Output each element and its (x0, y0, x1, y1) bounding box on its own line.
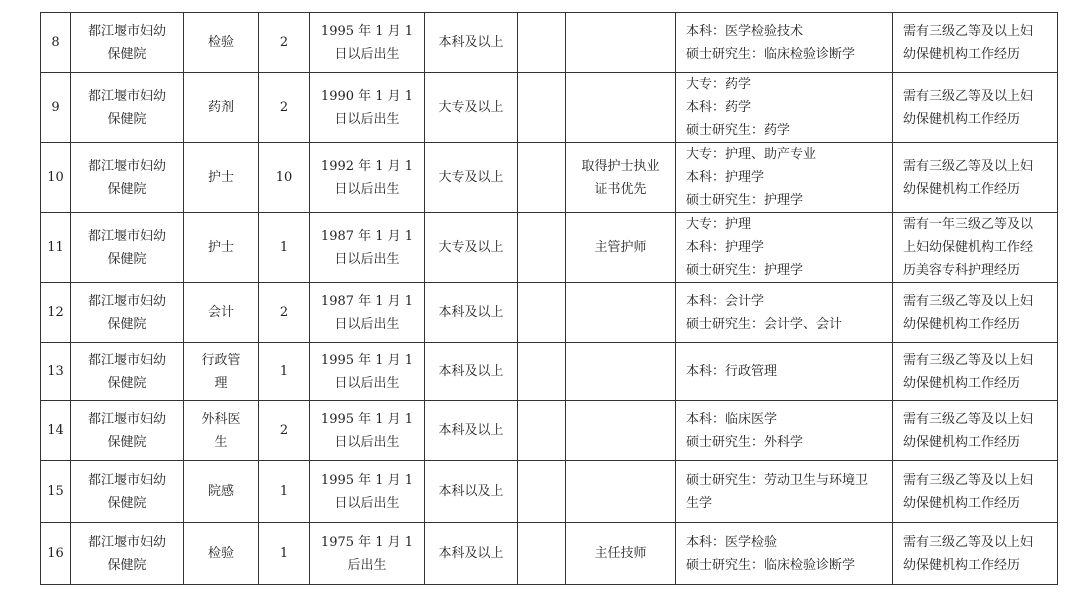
cell-majors-line: 本科：会计学 (686, 293, 765, 309)
cell-birth-requirement-line: 日以后出生 (334, 46, 400, 62)
cell-position (184, 13, 259, 73)
cell-majors (676, 73, 893, 143)
cell-employer (71, 523, 184, 585)
cell-other-requirements-line: 上妇幼保健机构工作经 (903, 240, 1034, 255)
cell-birth-requirement-line: 后出生 (347, 557, 387, 573)
cell-other-requirements (893, 73, 1058, 143)
table-row (41, 13, 1058, 73)
cell-other-requirements-line: 需有三级乙等及以上妇 (903, 158, 1034, 174)
cell-qualification (566, 283, 676, 343)
cell-majors-line: 硕士研究生：外科学 (686, 434, 804, 450)
cell-majors-line: 硕士研究生：会计学、会计 (686, 316, 843, 332)
cell-employer-line: 都江堰市妇幼 (87, 23, 166, 39)
cell-other-requirements-line: 幼保健机构工作经历 (903, 46, 1021, 62)
cell-position (184, 523, 259, 585)
cell-count: 10 (259, 143, 310, 213)
cell-majors (676, 461, 893, 523)
cell-position-line: 检验 (207, 546, 234, 561)
cell-birth-requirement (310, 73, 425, 143)
cell-blank (518, 343, 566, 401)
cell-count: 1 (259, 343, 310, 401)
cell-education: 大专及以上 (425, 143, 518, 213)
cell-majors-line: 生学 (686, 495, 713, 511)
cell-employer-line: 保健院 (107, 251, 147, 267)
cell-qualification (566, 13, 676, 73)
cell-birth-requirement-line: 1995 年 1 月 1 (320, 352, 414, 368)
cell-qualification-line: 取得护士执业 (581, 158, 660, 174)
cell-birth-requirement-line: 日以后出生 (334, 111, 400, 127)
cell-blank (518, 523, 566, 585)
cell-majors (676, 401, 893, 461)
cell-number: 11 (41, 213, 71, 283)
table-body (41, 13, 1058, 585)
cell-majors (676, 343, 893, 401)
cell-birth-requirement-line: 1990 年 1 月 1 (320, 88, 414, 104)
cell-position-line: 外科医 (201, 411, 241, 427)
cell-birth-requirement (310, 343, 425, 401)
cell-other-requirements-line: 需有三级乙等及以上妇 (903, 411, 1034, 427)
cell-employer-line: 保健院 (107, 111, 147, 127)
cell-majors-line: 大专：药学 (686, 77, 752, 92)
cell-employer-line: 都江堰市妇幼 (87, 534, 166, 550)
cell-qualification-line: 主任技师 (594, 546, 647, 561)
cell-employer-line: 保健院 (107, 316, 147, 332)
cell-majors-line: 大专：护理、助产专业 (686, 147, 817, 162)
cell-count: 2 (259, 73, 310, 143)
cell-qualification-line: 证书优先 (594, 181, 647, 197)
cell-other-requirements-line: 需有三级乙等及以上妇 (903, 534, 1034, 550)
cell-employer-line: 都江堰市妇幼 (87, 228, 166, 244)
cell-other-requirements-line: 幼保健机构工作经历 (903, 316, 1021, 332)
cell-employer-line: 保健院 (107, 46, 147, 62)
cell-other-requirements-line: 需有三级乙等及以上妇 (903, 352, 1034, 368)
cell-qualification (566, 523, 676, 585)
cell-position-line: 院感 (207, 484, 234, 499)
cell-position (184, 461, 259, 523)
cell-qualification (566, 143, 676, 213)
cell-number: 10 (41, 143, 71, 213)
cell-education: 本科及以上 (425, 283, 518, 343)
cell-position (184, 343, 259, 401)
cell-position-line: 生 (214, 434, 228, 450)
cell-employer-line: 保健院 (107, 557, 147, 573)
cell-blank (518, 73, 566, 143)
cell-qualification (566, 213, 676, 283)
cell-birth-requirement-line: 日以后出生 (334, 251, 400, 267)
cell-count: 2 (259, 13, 310, 73)
cell-blank (518, 13, 566, 73)
cell-employer-line: 都江堰市妇幼 (87, 293, 166, 309)
table-row (41, 523, 1058, 585)
cell-majors (676, 13, 893, 73)
cell-birth-requirement-line: 日以后出生 (334, 375, 400, 391)
table-row (41, 283, 1058, 343)
cell-majors (676, 143, 893, 213)
table-row (41, 401, 1058, 461)
cell-birth-requirement (310, 13, 425, 73)
cell-birth-requirement-line: 1987 年 1 月 1 (320, 228, 414, 244)
cell-other-requirements-line: 幼保健机构工作经历 (903, 434, 1021, 450)
cell-birth-requirement-line: 日以后出生 (334, 181, 400, 197)
cell-employer (71, 343, 184, 401)
cell-other-requirements (893, 213, 1058, 283)
cell-position-line: 护士 (207, 170, 234, 185)
cell-employer (71, 13, 184, 73)
cell-other-requirements (893, 461, 1058, 523)
cell-count: 1 (259, 523, 310, 585)
cell-employer-line: 保健院 (107, 375, 147, 391)
table-row (41, 143, 1058, 213)
cell-other-requirements-line: 历美容专科护理经历 (903, 263, 1021, 278)
cell-blank (518, 213, 566, 283)
cell-blank (518, 283, 566, 343)
cell-number: 15 (41, 461, 71, 523)
cell-majors-line: 硕士研究生：药学 (686, 123, 791, 138)
cell-number: 16 (41, 523, 71, 585)
cell-position-line: 行政管 (201, 352, 241, 368)
cell-majors-line: 本科：行政管理 (686, 364, 778, 379)
cell-birth-requirement (310, 283, 425, 343)
cell-birth-requirement-line: 1992 年 1 月 1 (320, 158, 414, 174)
cell-other-requirements-line: 幼保健机构工作经历 (903, 495, 1021, 511)
cell-position-line: 检验 (207, 35, 234, 50)
cell-majors-line: 硕士研究生：临床检验诊断学 (686, 557, 856, 573)
cell-qualification (566, 461, 676, 523)
cell-majors (676, 283, 893, 343)
cell-majors-line: 硕士研究生：临床检验诊断学 (686, 46, 856, 62)
cell-birth-requirement (310, 461, 425, 523)
cell-birth-requirement-line: 1995 年 1 月 1 (320, 23, 414, 39)
cell-other-requirements-line: 需有一年三级乙等及以 (903, 217, 1034, 232)
cell-employer (71, 213, 184, 283)
cell-number: 9 (41, 73, 71, 143)
cell-majors-line: 大专：护理 (686, 217, 752, 232)
cell-blank (518, 143, 566, 213)
cell-birth-requirement (310, 523, 425, 585)
cell-employer-line: 保健院 (107, 495, 147, 511)
cell-majors-line: 本科：医学检验 (686, 534, 778, 550)
cell-qualification (566, 73, 676, 143)
cell-position-line: 护士 (207, 240, 234, 255)
cell-number: 12 (41, 283, 71, 343)
cell-employer-line: 都江堰市妇幼 (87, 411, 166, 427)
cell-employer-line: 都江堰市妇幼 (87, 158, 166, 174)
cell-birth-requirement-line: 日以后出生 (334, 434, 400, 450)
cell-other-requirements-line: 需有三级乙等及以上妇 (903, 23, 1034, 39)
cell-employer (71, 283, 184, 343)
cell-other-requirements (893, 343, 1058, 401)
cell-other-requirements-line: 幼保健机构工作经历 (903, 557, 1021, 573)
cell-count: 1 (259, 213, 310, 283)
cell-majors-line: 本科：医学检验技术 (686, 23, 804, 39)
cell-education: 本科及以上 (425, 401, 518, 461)
cell-majors (676, 213, 893, 283)
cell-education: 大专及以上 (425, 73, 518, 143)
cell-qualification (566, 401, 676, 461)
cell-birth-requirement-line: 日以后出生 (334, 316, 400, 332)
cell-birth-requirement-line: 1995 年 1 月 1 (320, 472, 414, 488)
cell-position (184, 143, 259, 213)
cell-employer-line: 都江堰市妇幼 (87, 472, 166, 488)
table-row (41, 461, 1058, 523)
cell-blank (518, 461, 566, 523)
cell-birth-requirement (310, 143, 425, 213)
cell-other-requirements-line: 需有三级乙等及以上妇 (903, 88, 1034, 104)
cell-majors-line: 硕士研究生：劳动卫生与环境卫 (686, 472, 869, 488)
cell-qualification (566, 343, 676, 401)
recruitment-table (40, 12, 1058, 585)
cell-employer-line: 都江堰市妇幼 (87, 88, 166, 104)
cell-education: 大专及以上 (425, 213, 518, 283)
cell-majors (676, 523, 893, 585)
cell-other-requirements (893, 283, 1058, 343)
cell-blank (518, 401, 566, 461)
cell-education: 本科及以上 (425, 13, 518, 73)
cell-employer (71, 461, 184, 523)
cell-other-requirements (893, 143, 1058, 213)
cell-position (184, 401, 259, 461)
cell-majors-line: 硕士研究生：护理学 (686, 263, 804, 278)
cell-other-requirements (893, 401, 1058, 461)
cell-position (184, 213, 259, 283)
cell-other-requirements-line: 需有三级乙等及以上妇 (903, 472, 1034, 488)
table-row (41, 73, 1058, 143)
cell-number: 8 (41, 13, 71, 73)
cell-birth-requirement (310, 401, 425, 461)
cell-position (184, 283, 259, 343)
cell-education: 本科及以上 (425, 523, 518, 585)
cell-other-requirements (893, 523, 1058, 585)
cell-employer (71, 73, 184, 143)
cell-number: 13 (41, 343, 71, 401)
cell-employer-line: 都江堰市妇幼 (87, 352, 166, 368)
cell-majors-line: 本科：护理学 (686, 170, 765, 185)
cell-other-requirements (893, 13, 1058, 73)
cell-birth-requirement-line: 日以后出生 (334, 495, 400, 511)
cell-other-requirements-line: 幼保健机构工作经历 (903, 181, 1021, 197)
cell-position-line: 理 (214, 375, 228, 391)
cell-count: 2 (259, 283, 310, 343)
cell-other-requirements-line: 幼保健机构工作经历 (903, 375, 1021, 391)
cell-birth-requirement-line: 1975 年 1 月 1 (320, 534, 414, 550)
cell-majors-line: 硕士研究生：护理学 (686, 193, 804, 208)
cell-position-line: 药剂 (207, 100, 234, 115)
cell-majors-line: 本科：药学 (686, 100, 752, 115)
cell-qualification-line: 主管护师 (594, 240, 647, 255)
cell-birth-requirement (310, 213, 425, 283)
cell-birth-requirement-line: 1987 年 1 月 1 (320, 293, 414, 309)
cell-position-line: 会计 (207, 305, 234, 320)
cell-employer-line: 保健院 (107, 434, 147, 450)
table-row (41, 213, 1058, 283)
cell-position (184, 73, 259, 143)
cell-number: 14 (41, 401, 71, 461)
cell-employer-line: 保健院 (107, 181, 147, 197)
cell-count: 1 (259, 461, 310, 523)
cell-employer (71, 401, 184, 461)
cell-majors-line: 本科：护理学 (686, 240, 765, 255)
cell-education: 本科以及上 (425, 461, 518, 523)
cell-employer (71, 143, 184, 213)
cell-majors-line: 本科：临床医学 (686, 411, 778, 427)
cell-other-requirements-line: 幼保健机构工作经历 (903, 111, 1021, 127)
cell-birth-requirement-line: 1995 年 1 月 1 (320, 411, 414, 427)
cell-education: 本科及以上 (425, 343, 518, 401)
table-row (41, 343, 1058, 401)
cell-count: 2 (259, 401, 310, 461)
cell-other-requirements-line: 需有三级乙等及以上妇 (903, 293, 1034, 309)
